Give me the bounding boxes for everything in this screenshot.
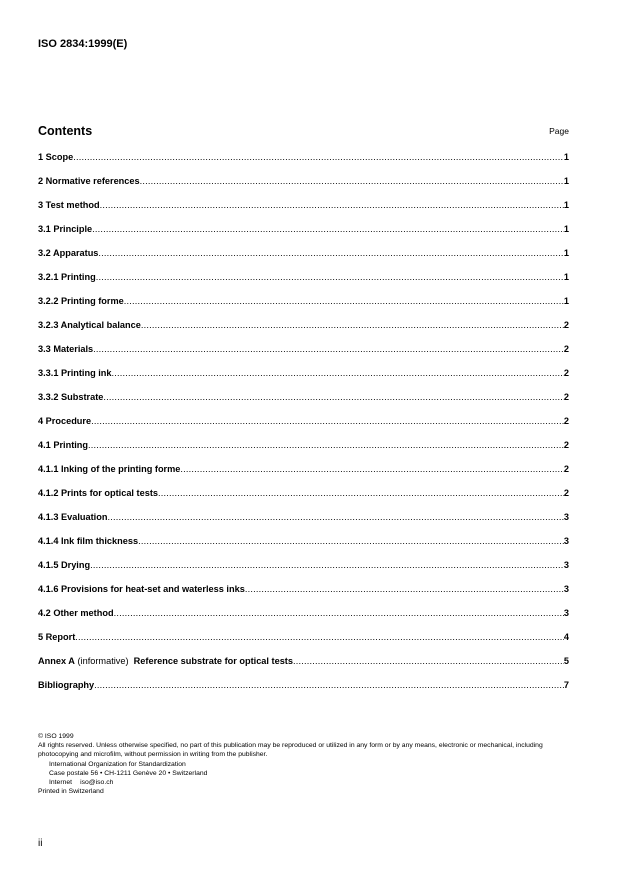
toc-entry[interactable] bbox=[38, 440, 569, 464]
toc-entry[interactable] bbox=[38, 488, 569, 512]
toc-entry[interactable] bbox=[38, 224, 569, 248]
toc-entry-title: 4.1 Printing bbox=[38, 440, 89, 450]
toc-entry-title: 4.1.2 Prints for optical tests bbox=[38, 488, 158, 498]
toc-entry[interactable] bbox=[38, 152, 569, 176]
bibliography-title: Bibliography bbox=[38, 680, 95, 690]
annex-title: Reference substrate for optical tests bbox=[133, 656, 293, 666]
toc-entry-page: 3 bbox=[563, 608, 569, 618]
toc-bibliography-entry[interactable] bbox=[38, 680, 569, 704]
toc-entry-page: 3 bbox=[563, 584, 569, 594]
toc-entry[interactable] bbox=[38, 248, 569, 272]
toc-entry-page: 2 bbox=[563, 416, 569, 426]
annex-type: (informative) bbox=[77, 656, 129, 666]
toc-entry-title: 3.2 Apparatus bbox=[38, 248, 99, 258]
toc-entry-title: 4.1.6 Provisions for heat-set and waterless inks bbox=[38, 584, 245, 594]
toc-entry[interactable] bbox=[38, 464, 569, 488]
toc-entry[interactable] bbox=[38, 176, 569, 200]
internet-contact bbox=[38, 778, 578, 787]
organization-address: Case postale 56 • CH-1211 Genève 20 • Switzerland bbox=[49, 769, 208, 777]
toc-entry-page: 2 bbox=[563, 488, 569, 498]
internet-label: Internet bbox=[49, 779, 73, 787]
toc-entry[interactable] bbox=[38, 200, 569, 224]
copyright-block bbox=[38, 732, 578, 796]
dot-leader bbox=[141, 320, 564, 330]
dot-leader bbox=[100, 200, 564, 210]
toc-entry-page: 3 bbox=[563, 512, 569, 522]
toc-entry-title: 3.2.1 Printing bbox=[38, 272, 96, 282]
organization-name: International Organization for Standardization bbox=[49, 760, 186, 768]
toc-entry-page: 1 bbox=[563, 248, 569, 258]
toc-annex-entry[interactable] bbox=[38, 656, 569, 680]
toc-entry[interactable] bbox=[38, 632, 569, 656]
page-column-label: Page bbox=[549, 126, 569, 136]
dot-leader bbox=[93, 344, 564, 354]
toc-entry-page: 2 bbox=[563, 320, 569, 330]
toc-entry[interactable] bbox=[38, 344, 569, 368]
toc-entry-page: 1 bbox=[563, 200, 569, 210]
dot-leader bbox=[96, 272, 564, 282]
toc-entry-title: 3.3 Materials bbox=[38, 344, 94, 354]
toc-entry[interactable] bbox=[38, 320, 569, 344]
toc-entry-page: 2 bbox=[563, 368, 569, 378]
dot-leader bbox=[245, 584, 564, 594]
toc-entry[interactable] bbox=[38, 608, 569, 632]
dot-leader bbox=[88, 440, 564, 450]
toc-entry-title: 3.2.2 Printing forme bbox=[38, 296, 124, 306]
toc-entry-page: 1 bbox=[563, 272, 569, 282]
toc-entry[interactable] bbox=[38, 296, 569, 320]
toc-entry-title: 1 Scope bbox=[38, 152, 74, 162]
dot-leader bbox=[107, 512, 563, 522]
dot-leader bbox=[124, 296, 564, 306]
toc-entry-title: 3.3.1 Printing ink bbox=[38, 368, 112, 378]
copyright-line: © ISO 1999 bbox=[38, 733, 74, 740]
toc-entry-page: 3 bbox=[563, 536, 569, 546]
printed-in: Printed in Switzerland bbox=[38, 788, 104, 796]
document-header: ISO 2834:1999(E) bbox=[38, 38, 128, 50]
dot-leader bbox=[103, 392, 564, 402]
dot-leader bbox=[94, 680, 564, 690]
dot-leader bbox=[92, 224, 564, 234]
dot-leader bbox=[112, 368, 564, 378]
dot-leader bbox=[138, 536, 564, 546]
dot-leader bbox=[98, 248, 563, 258]
annex-label: Annex A bbox=[38, 656, 75, 666]
toc-entry-page: 2 bbox=[563, 464, 569, 474]
toc-entry[interactable] bbox=[38, 584, 569, 608]
rights-statement: All rights reserved. Unless otherwise specified, no part of this publication may be reproduced or utilized in any form or by any means, electronic or mechanical, including photocopying and microfilm, without permission in writing from the publisher. bbox=[38, 742, 543, 759]
toc-entry-title: 4.1.5 Drying bbox=[38, 560, 91, 570]
toc-entry-title: 3.1 Principle bbox=[38, 224, 93, 234]
toc-entry-title: 4 Procedure bbox=[38, 416, 92, 426]
toc-entry-page: 1 bbox=[563, 224, 569, 234]
toc-entry-title: 4.1.1 Inking of the printing forme bbox=[38, 464, 181, 474]
dot-leader bbox=[114, 608, 564, 618]
dot-leader bbox=[158, 488, 564, 498]
toc-entry-page: 1 bbox=[563, 152, 569, 162]
toc-entry[interactable] bbox=[38, 392, 569, 416]
toc-entry-title: 4.1.3 Evaluation bbox=[38, 512, 108, 522]
internet-email[interactable]: iso@iso.ch bbox=[80, 779, 114, 787]
bibliography-page: 7 bbox=[563, 680, 569, 690]
toc-entry-page: 2 bbox=[563, 440, 569, 450]
toc-entry-page: 2 bbox=[563, 392, 569, 402]
toc-entry-title: 3 Test method bbox=[38, 200, 100, 210]
toc-entry-page: 2 bbox=[563, 344, 569, 354]
toc-entry-title: 3.2.3 Analytical balance bbox=[38, 320, 141, 330]
toc-entry-page: 1 bbox=[563, 176, 569, 186]
dot-leader bbox=[140, 176, 564, 186]
toc-entry-title: 2 Normative references bbox=[38, 176, 140, 186]
toc-entry[interactable] bbox=[38, 512, 569, 536]
table-of-contents bbox=[38, 152, 569, 704]
dot-leader bbox=[91, 416, 564, 426]
toc-entry[interactable] bbox=[38, 416, 569, 440]
annex-page: 5 bbox=[563, 656, 569, 666]
toc-entry-page: 1 bbox=[563, 296, 569, 306]
dot-leader bbox=[180, 464, 563, 474]
toc-entry[interactable] bbox=[38, 536, 569, 560]
toc-entry[interactable] bbox=[38, 368, 569, 392]
dot-leader bbox=[73, 152, 564, 162]
dot-leader bbox=[75, 632, 564, 642]
toc-entry-page: 4 bbox=[563, 632, 569, 642]
toc-entry-title: 4.2 Other method bbox=[38, 608, 114, 618]
page-number: ii bbox=[38, 838, 43, 849]
toc-entry-title: 3.3.2 Substrate bbox=[38, 392, 104, 402]
toc-entry-title: 5 Report bbox=[38, 632, 76, 642]
contents-title: Contents bbox=[38, 124, 93, 138]
toc-entry-title: 4.1.4 Ink film thickness bbox=[38, 536, 139, 546]
toc-entry[interactable] bbox=[38, 560, 569, 584]
dot-leader bbox=[90, 560, 564, 570]
dot-leader bbox=[293, 656, 564, 666]
toc-entry[interactable] bbox=[38, 272, 569, 296]
toc-entry-page: 3 bbox=[563, 560, 569, 570]
